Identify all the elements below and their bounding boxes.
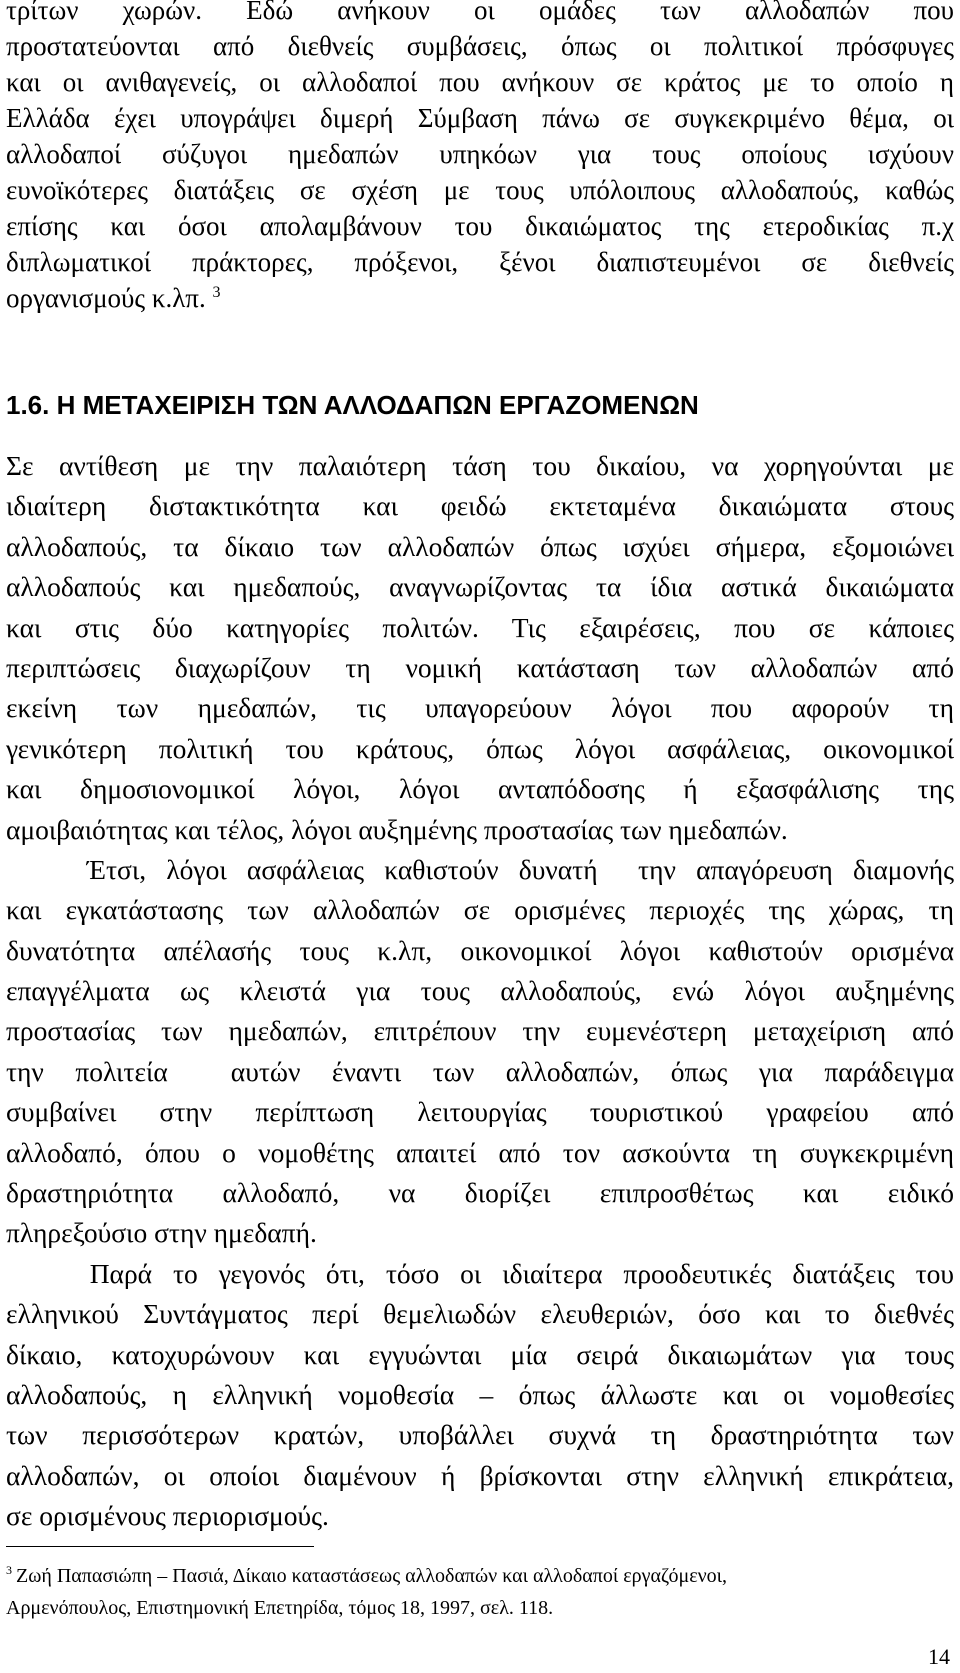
body-line: δίκαιο, κατοχυρώνουν και εγγυώνται μία σειρά δικαιωμάτων για τους xyxy=(6,1338,954,1370)
body-line: Σε αντίθεση με την παλαιότερη τάση του δικαίου, να χορηγούνται με xyxy=(6,450,954,481)
page-number: 14 xyxy=(928,1644,950,1669)
body-line: αλλοδαπό, όπου ο νομοθέτης απαιτεί από τον ασκούντα τη συγκεκριμένη xyxy=(6,1136,954,1168)
intro-line: αλλοδαποί σύζυγοι ημεδαπών υπηκόων για τους οποίους ισχύουν xyxy=(6,139,954,169)
intro-line-text: οργανισμούς κ.λπ. xyxy=(6,283,206,313)
body-line: αλλοδαπούς και ημεδαπούς, αναγνωρίζοντας τα ίδια αστικά δικαιώματα xyxy=(6,571,954,603)
body-line: προστασίας των ημεδαπών, επιτρέπουν την ευμενέστερη μεταχείριση από xyxy=(6,1015,954,1047)
body-line: αλλοδαπούς, η ελληνική νομοθεσία – όπως άλλωστε και οι νομοθεσίες xyxy=(6,1378,954,1410)
footnote-number: 3 xyxy=(6,1563,12,1578)
intro-line: επίσης και όσοι απολαμβάνουν του δικαιώματος της ετεροδικίας π.χ xyxy=(6,211,954,241)
intro-line: τρίτων χωρών. Εδώ ανήκουν οι ομάδες των αλλοδαπών που xyxy=(6,0,954,25)
intro-paragraph xyxy=(6,0,954,321)
body-line: Έτσι, λόγοι ασφάλειας καθιστούν δυνατή την απαγόρευση διαμονής xyxy=(6,853,954,885)
intro-line: διπλωματικοί πράκτορες, πρόξενοι, ξένοι διαπιστευμένοι σε διεθνείς xyxy=(6,247,954,277)
intro-line: ευνοϊκότερες διατάξεις σε σχέση με τους υπόλοιπους αλλοδαπούς, καθώς xyxy=(6,175,954,205)
footnote-reference[interactable]: 3 xyxy=(212,284,221,301)
footnote-line-1 xyxy=(6,1565,946,1588)
body-line: σε ορισμένους περιορισμούς. xyxy=(6,1500,329,1532)
body-line: ελληνικού Συντάγματος περί θεμελιωδών ελευθεριών, όσο και το διεθνές xyxy=(6,1298,954,1330)
body-line: την πολιτεία αυτών έναντι των αλλοδαπών, όπως για παράδειγμα xyxy=(6,1055,954,1087)
body-line: και εγκατάστασης των αλλοδαπών σε ορισμένες περιοχές της χώρας, τη xyxy=(6,894,954,926)
body-line: δραστηριότητα αλλοδαπό, να διορίζει επιπροσθέτως και ειδικό xyxy=(6,1177,954,1209)
body-text xyxy=(6,452,954,1543)
body-line: δυνατότητα απέλασής τους κ.λπ, οικονομικοί λόγοι καθιστούν ορισμένα xyxy=(6,934,954,966)
footnote-text-1: Ζωή Παπασιώπη – Πασιά, Δίκαιο καταστάσεως αλλοδαπών και αλλοδαποί εργαζόμενοι, xyxy=(16,1565,728,1587)
body-line: συμβαίνει στην περίπτωση λειτουργίας τουριστικού γραφείου από xyxy=(6,1096,954,1128)
body-line: εκείνη των ημεδαπών, τις υπαγορεύουν λόγοι που αφορούν τη xyxy=(6,692,954,724)
body-line: των περισσότερων κρατών, υποβάλλει συχνά τη δραστηριότητα των xyxy=(6,1419,954,1451)
section-heading: 1.6. Η ΜΕΤΑΧΕΙΡΙΣΗ ΤΩΝ ΑΛΛΟΔΑΠΩΝ ΕΡΓΑΖΟΜΕΝΩΝ xyxy=(6,390,699,420)
footnote-text-2: Αρμενόπουλος, Επιστημονική Επετηρίδα, τόμος 18, 1997, σελ. 118. xyxy=(6,1597,554,1619)
body-line: αλλοδαπούς, τα δίκαιο των αλλοδαπών όπως ισχύει σήμερα, εξομοιώνει xyxy=(6,530,954,562)
body-line: γενικότερη πολιτική του κράτους, όπως λόγοι ασφάλειας, οικονομικοί xyxy=(6,732,954,764)
body-line: αλλοδαπών, οι οποίοι διαμένουν ή βρίσκονται στην ελληνική επικράτεια, xyxy=(6,1459,954,1491)
body-line: πληρεξούσιο στην ημεδαπή. xyxy=(6,1217,317,1249)
footnote-separator xyxy=(6,1546,314,1547)
body-line: επαγγέλματα ως κλειστά για τους αλλοδαπούς, ενώ λόγοι αυξημένης xyxy=(6,975,954,1007)
body-line: Παρά το γεγονός ότι, τόσο οι ιδιαίτερα προοδευτικές διατάξεις του xyxy=(6,1257,954,1289)
intro-line: Ελλάδα έχει υπογράψει διμερή Σύμβαση πάνω σε συγκεκριμένο θέμα, οι xyxy=(6,103,954,133)
body-line: και δημοσιονομικοί λόγοι, λόγοι ανταπόδοσης ή εξασφάλισης της xyxy=(6,773,954,805)
body-line: περιπτώσεις διαχωρίζουν τη νομική κατάσταση των αλλοδαπών από xyxy=(6,651,954,683)
footnote-line-2 xyxy=(6,1597,946,1620)
body-line: και στις δύο κατηγορίες πολιτών. Τις εξαιρέσεις, που σε κάποιες xyxy=(6,611,954,643)
intro-line xyxy=(6,285,954,321)
body-line: ιδιαίτερη διστακτικότητα και φειδώ εκτεταμένα δικαιώματα στους xyxy=(6,490,954,522)
body-line: αμοιβαιότητας και τέλος, λόγοι αυξημένης προστασίας των ημεδαπών. xyxy=(6,813,788,845)
intro-line: και οι ανιθαγενείς, οι αλλοδαποί που ανήκουν σε κράτος με το οποίο η xyxy=(6,67,954,97)
intro-line: προστατεύονται από διεθνείς συμβάσεις, όπως οι πολιτικοί πρόσφυγες xyxy=(6,31,954,61)
